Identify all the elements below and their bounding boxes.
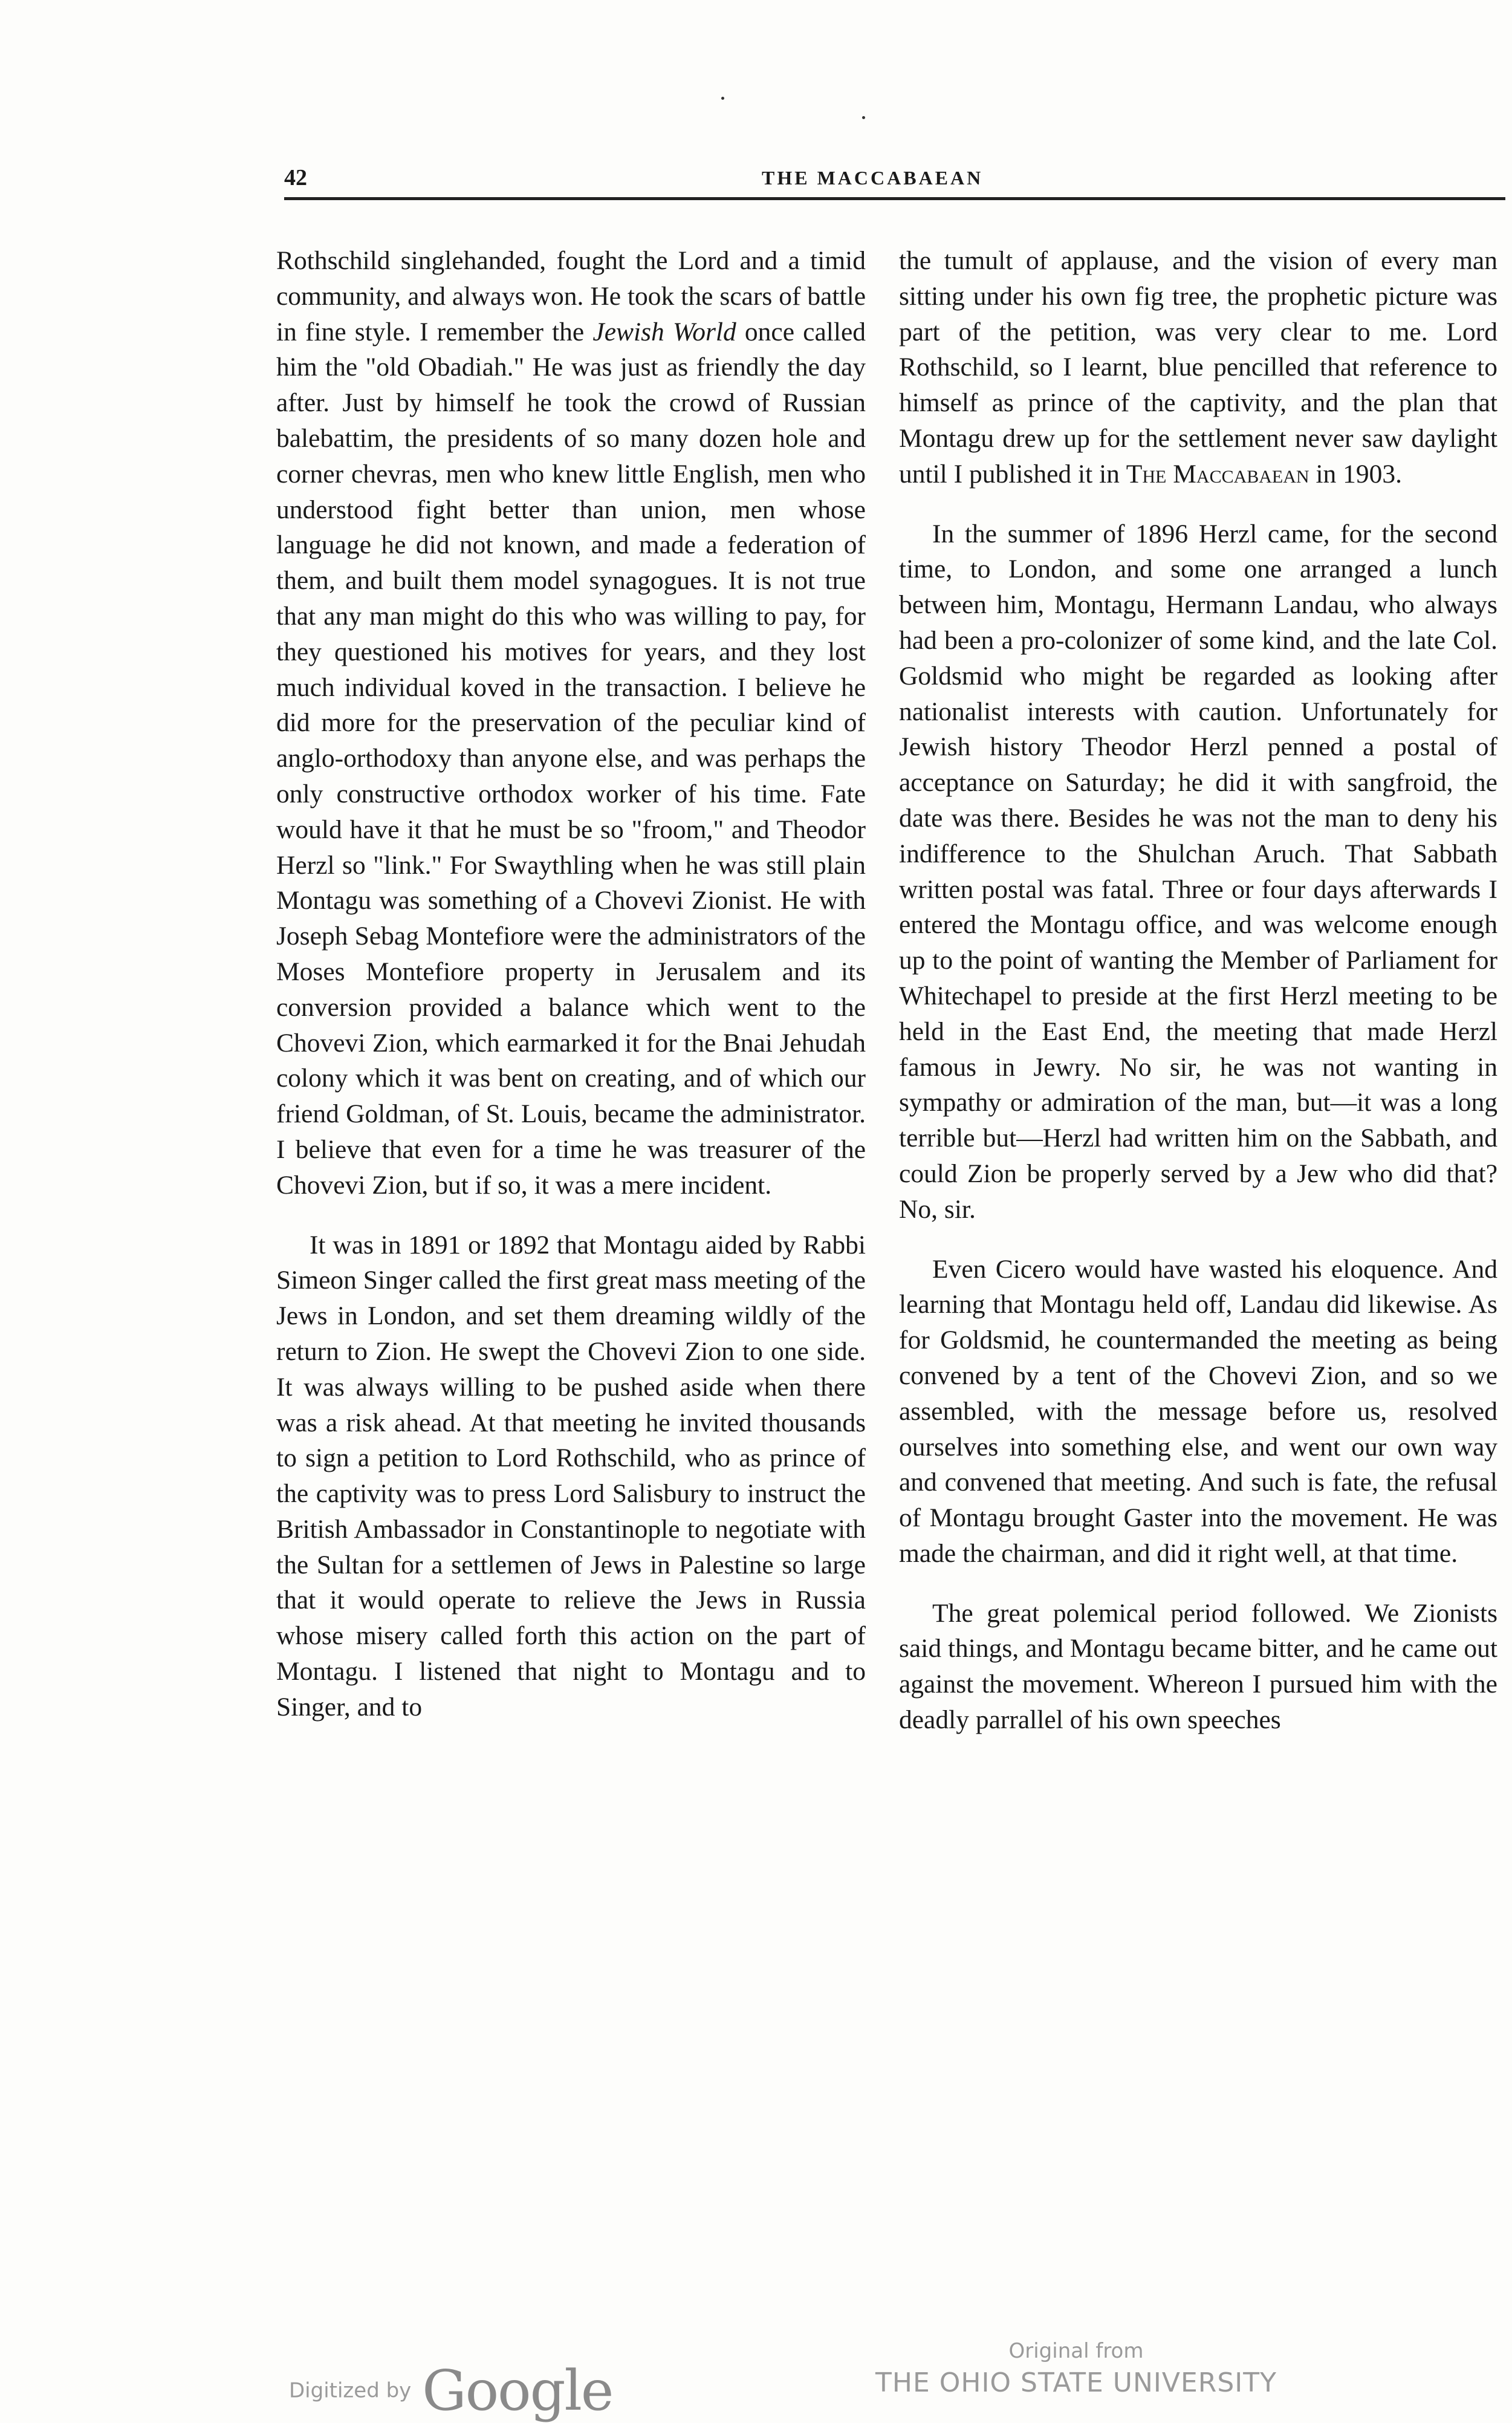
left-column [276,243,866,1725]
digitized-by-label: Digitized by [289,2378,412,2403]
scan-speck [721,97,724,100]
paragraph-text: in 1903. [1316,459,1403,489]
paragraph: In the summer of 1896 Herzl came, for the second time, to London, and some one arranged a lunch between him, Montagu, Hermann Landau, who always had been a pro-colonizer of some kind, and the late Col. Goldsmid who might be regarded as looking after nationalist interests with caution. Unfortunately for Jewish history Theodor Herzl penned a postal of acceptance on Saturday; he did it with sangfroid, the date was there. Besides he was not the man to deny his indifference to the Shulchan Aruch. That Sabbath written postal was fatal. Three or four days afterwards I entered the Montagu office, and was welcome enough up to the point of wanting the Member of Parliament for Whitechapel to preside at the first Herzl meeting to be held in the East End, the meeting that made Herzl famous in Jewry. No sir, he was not wanting in sympathy or admiration of the man, but—it was a long terrible but—Herzl had written him on the Sabbath, and could Zion be properly served by a Jew who did that? No, sir. [899,519,1497,1224]
paragraph: Even Cicero would have wasted his eloquence. And learning that Montagu held off, Landau did likewise. As for Goldsmid, he countermanded the meeting as being convened by a tent of the Chovevi Zion, and so we assembled, with the message before us, resolved ourselves into something else, and went our own way and convened that meeting. And such is fate, the refusal of Montagu brought Gaster into the movement. He was made the chairman, and did it right well, at that time. [899,1254,1497,1568]
page-header [284,164,1505,201]
running-head: THE MACCABAEAN [762,167,984,189]
right-column [899,243,1497,1738]
paragraph [899,243,1497,492]
original-from-label: Original from [1008,2339,1144,2363]
source-watermark [858,2337,1294,2401]
google-logo: Google [422,2358,613,2423]
paragraph-text: Rothschild singlehanded, fought the Lord and a timid community, and always won. He took the scars of battle in fine style. I remember the [276,246,866,346]
journal-title: The Maccabaean [1126,459,1309,489]
header-rule [284,197,1505,200]
page-number: 42 [284,165,307,190]
digitized-by-watermark [289,2358,612,2423]
paragraph-text: once called him the "old Obadiah." He was just as friendly the day after. Just by himself he took the crowd of Russian balebattim, the presidents of so many dozen hole and corner chevras, men who knew little English, men who understood fight better than union, men whose language he did not known, and made a federation of them, and built them model synagogues. It is not true that any man might do this who was willing to pay, for they questioned his motives for years, and they lost much individual koved in the transaction. I believe he did more for the preservation of the peculiar kind of anglo-orthodoxy than anyone else, and was perhaps the only constructive orthodox worker of his time. Fate would have it that he must be so "froom," and Theodor Herzl so "link." For Swaythling when he was still plain Montagu was something of a Chovevi Zionist. He with Joseph Sebag Montefiore were the administrators of the Moses Montefiore property in Jerusalem and its conversion provided a balance which went to the Chovevi Zion, which earmarked it for the Bnai Jehudah colony which it was bent on creating, and of which our friend Goldman, of St. Louis, became the administrator. I believe that even for a time he was treasurer of the Chovevi Zion, but if so, it was a mere incident. [276,317,866,1200]
paragraph: It was in 1891 or 1892 that Montagu aided by Rabbi Simeon Singer called the first great mass meeting of the Jews in London, and set them dreaming wildly of the return to Zion. He swept the Chovevi Zion to one side. It was always willing to be pushed aside when there was a risk ahead. At that meeting he invited thousands to sign a petition to Lord Rothschild, who as prince of the captivity was to press Lord Salisbury to instruct the British Ambassador in Constantinople to negotiate with the Sultan for a settlemen of Jews in Palestine so large that it would operate to relieve the Jews in Russia whose misery called forth this action on the part of Montagu. I listened that night to Montagu and to Singer, and to [276,1230,866,1722]
newspaper-title: Jewish World [592,317,736,346]
paragraph-text: the tumult of applause, and the vision of every man sitting under his own fig tree, the prophetic picture was part of the petition, was very clear to me. Lord Rothschild, so I learnt, blue pencilled that reference to himself as prince of the captivity, and the plan that Montagu drew up for the settlement never saw daylight until I published it in [899,246,1497,489]
paragraph [276,243,866,1203]
university-name: THE OHIO STATE UNIVERSITY [875,2367,1277,2398]
paragraph: The great polemical period followed. We Zionists said things, and Montagu became bitter, and he came out against the movement. Whereon I pursued him with the deadly parrallel of his own speeches [899,1598,1498,1735]
scan-speck [862,116,865,119]
